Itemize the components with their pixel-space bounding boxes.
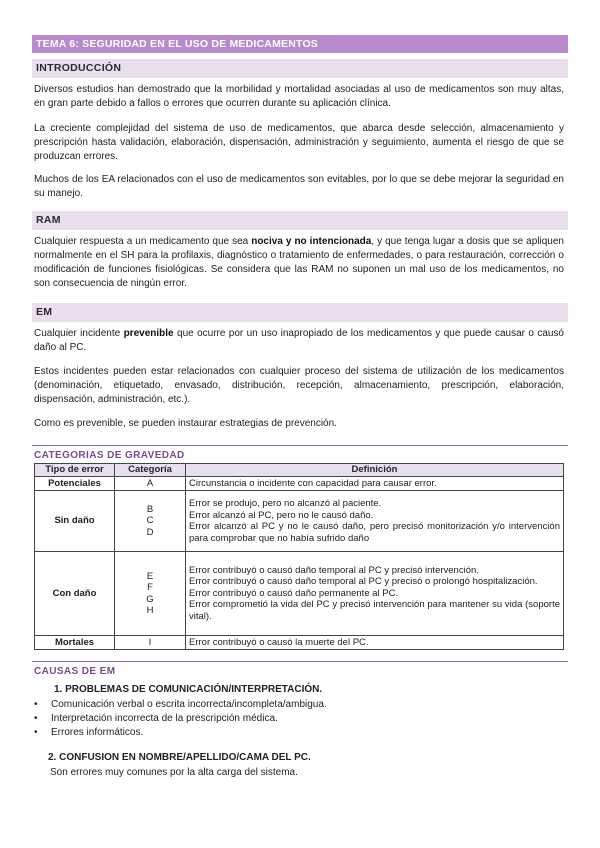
tipo-cell: Con daño — [35, 552, 115, 636]
definicion-cell: Error contribuyó o causó daño temporal al PC y precisó intervención. Error contribuyó o causó daño temporal al PC y precisó o prolongó hospitalización. Error contribuyó o causó daño permanente al PC. Error comprometió la vida del PC y precisó intervención para mantener su vida (soporte vital). — [186, 552, 564, 636]
table-row — [35, 636, 564, 650]
definicion-cell: Circunstancia o incidente con capacidad para causar error. — [186, 477, 564, 491]
em-paragraph-2: Estos incidentes pueden estar relacionados con cualquier proceso del sistema de utilización de los medicamentos (denominación, etiquetado, envasado, distribución, recepción, almacenamiento, prescripción, elaboración, dispensación, administración, etc.). — [34, 366, 564, 405]
categoria-cell: A — [115, 477, 186, 491]
causas-bullet-list — [34, 698, 327, 740]
gravedad-table — [34, 463, 564, 650]
column-header: Categoría — [115, 464, 186, 477]
tipo-cell: Sin daño — [35, 491, 115, 552]
causa-heading-2: 2. CONFUSION EN NOMBRE/APELLIDO/CAMA DEL PC. — [48, 752, 311, 763]
list-item: • Errores informáticos. — [34, 726, 327, 740]
table-header-row — [35, 464, 564, 477]
section-heading-causas: CAUSAS DE EM — [34, 666, 116, 677]
section-divider — [32, 661, 568, 662]
list-item: • Comunicación verbal o escrita incorrecta/incompleta/ambigua. — [34, 698, 327, 712]
em-paragraph-1: Cualquier incidente prevenible que ocurre por un uso inapropiado de los medicamentos y que puede causar o causó daño al PC. — [34, 328, 564, 353]
page-title: TEMA 6: SEGURIDAD EN EL USO DE MEDICAMENTOS — [32, 35, 568, 53]
tipo-cell: Potenciales — [35, 477, 115, 491]
table-row — [35, 552, 564, 636]
column-header: Tipo de error — [35, 464, 115, 477]
section-heading-ram: RAM — [32, 211, 568, 230]
table-row — [35, 477, 564, 491]
em-bold-term: prevenible — [123, 328, 174, 339]
section-heading-em: EM — [32, 303, 568, 322]
tipo-cell: Mortales — [35, 636, 115, 650]
categoria-cell: E F G H — [115, 552, 186, 636]
list-item: • Interpretación incorrecta de la prescripción médica. — [34, 712, 327, 726]
section-divider — [32, 445, 568, 446]
ram-bold-term: nociva y no intencionada — [251, 236, 372, 247]
ram-paragraph: Cualquier respuesta a un medicamento que sea nociva y no intencionada, y que tenga lugar a dosis que se apliquen normalmente en el SH para la profilaxis, diagnóstico o tratamiento de enfermedades, o para restauración, corrección o modificación de funciones fisiológicas. Se considera que las RAM no suponen un mal uso de los medicamentos, no son consecuencia de ningún error. — [34, 236, 564, 289]
intro-paragraph-3: Muchos de los EA relacionados con el uso de medicamentos son evitables, por lo que se debe mejorar la seguridad en su manejo. — [34, 174, 564, 199]
categoria-cell: I — [115, 636, 186, 650]
intro-paragraph-2: La creciente complejidad del sistema de uso de medicamentos, que abarca desde selección, almacenamiento y prescripción hasta validación, elaboración, dispensación, administración y seguimiento, aumenta el riesgo de que se produzcan errores. — [34, 123, 564, 162]
definicion-cell: Error se produjo, pero no alcanzó al paciente. Error alcanzó al PC, pero no le causó daño. Error alcanzó al PC y no le causó daño, pero precisó monitorización y/o intervención para comprobar que no había sufrido daño — [186, 491, 564, 552]
intro-paragraph-1: Diversos estudios han demostrado que la morbilidad y mortalidad asociadas al uso de medicamentos son muy altas, en gran parte debido a fallos o errores que ocurren durante su aplicación clínica. — [34, 84, 564, 109]
section-heading-introduccion: INTRODUCCIÓN — [32, 59, 568, 78]
categoria-cell: B C D — [115, 491, 186, 552]
definicion-cell: Error contribuyó o causó la muerte del PC. — [186, 636, 564, 650]
causa-heading-1: 1. PROBLEMAS DE COMUNICACIÓN/INTERPRETACIÓN. — [54, 684, 323, 695]
causa-2-text: Son errores muy comunes por la alta carga del sistema. — [50, 767, 298, 778]
section-heading-gravedad: CATEGORIAS DE GRAVEDAD — [34, 450, 185, 461]
em-paragraph-3: Como es prevenible, se pueden instaurar estrategias de prevención. — [34, 418, 337, 429]
table-row — [35, 491, 564, 552]
column-header: Definición — [186, 464, 564, 477]
